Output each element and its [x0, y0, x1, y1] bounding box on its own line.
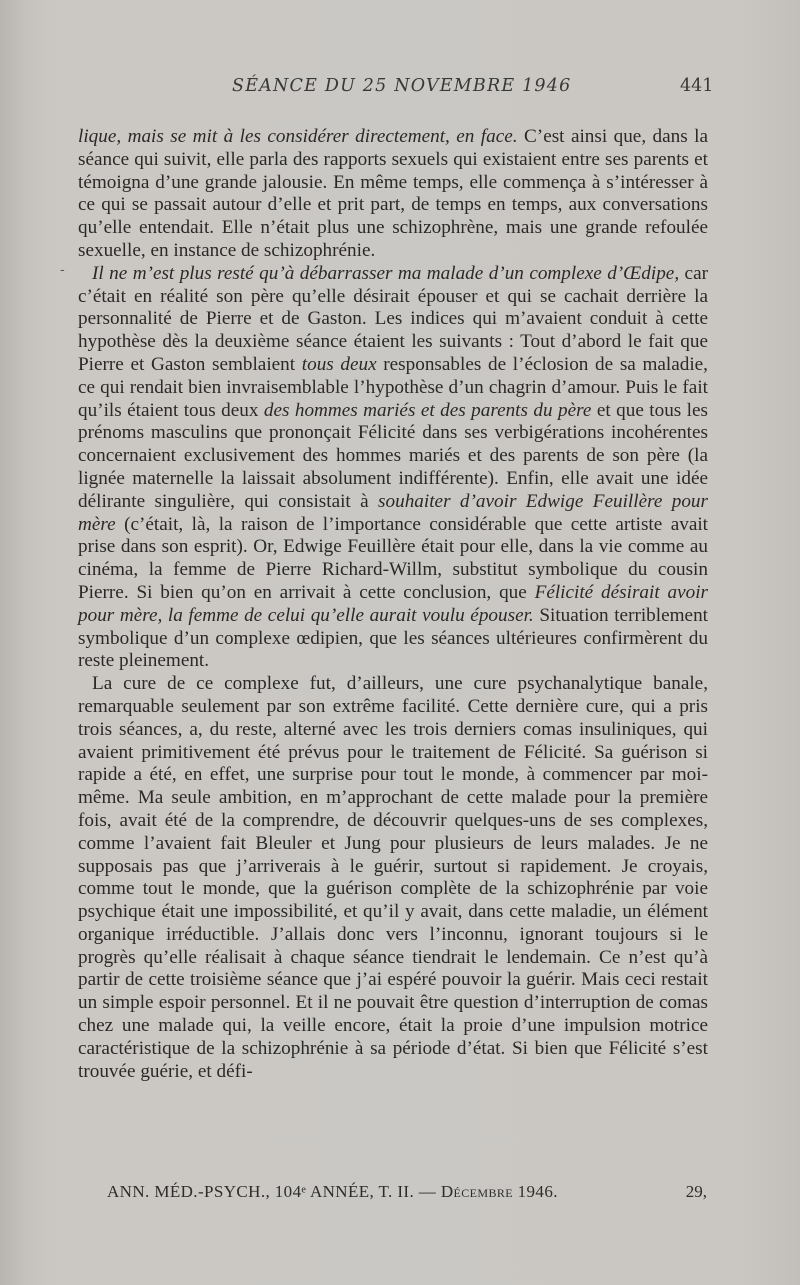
body-text	[78, 126, 708, 1083]
italic-text: souhaiter d’avoir Edwige Feuillère pour mère	[78, 490, 708, 535]
text-segment: car c’était en réalité son père qu’elle désirait épouser et qui se cachait derrière la personnalité de Pierre et de Gaston. Les indices qui m’avaient conduit à cette hypothèse dès la deuxième séance étaient les suivants : Tout d’abord le fait que Pierre et Gaston semblaient	[78, 262, 708, 375]
italic-text: Félicité désirait avoir pour mère, la femme de celui qu’elle aurait voulu épouser.	[78, 581, 708, 626]
text-segment: et que tous les prénoms masculins que prononçait Félicité dans ses verbigérations incohérentes concernaient exclusivement des hommes mariés et des parents de son père (la lignée maternelle la laissait absolument indifférente). Enfin, elle avait une idée délirante singulière, qui consistait à	[78, 399, 708, 512]
paragraph-p1	[78, 126, 708, 263]
page-number: 441	[680, 76, 714, 96]
italic-text: tous deux	[301, 353, 377, 375]
italic-text: lique, mais se mit à les considérer directement, en face.	[78, 126, 518, 147]
journal-citation: ANN. MÉD.-PSYCH., 104ᵉ ANNÉE, T. II. — Décembre 1946.	[107, 1182, 558, 1201]
text-segment: (c’était, là, la raison de l’importance considérable que cette artiste avait prise dans son esprit). Or, Edwige Feuillère était pour elle, dans la vie comme au cinéma, la femme de Pierre Richard-Willm, substitut symbolique du cousin Pierre. Si bien qu’on en arrivait à cette conclusion, que	[78, 513, 708, 603]
text-segment: responsables de l’éclosion de sa maladie, ce qui rendait bien invraisemblable l’hypothèse d’un chagrin d’amour. Puis le fait qu’ils étaient tous deux	[78, 353, 708, 421]
margin-mark: -	[60, 262, 65, 278]
text-segment: Situation terriblement symbolique d’un complexe œdipien, que les séances ultérieures confirmèrent du reste pleinement.	[78, 604, 708, 672]
italic-text: des hommes mariés et des parents du père	[263, 399, 592, 421]
paragraph-p3	[78, 673, 708, 1083]
running-head: SÉANCE DU 25 NOVEMBRE 1946	[232, 76, 572, 96]
paragraph-p2	[78, 263, 708, 673]
text-segment: La cure de ce complexe fut, d’ailleurs, une cure psychanalytique banale, remarquable seulement par son extrême facilité. Cette dernière cure, qui a pris trois séances, a, du reste, alterné avec les trois derniers comas insuliniques, qui avaient primitivement été prévus pour le traitement de Félicité. Sa guérison si rapide a été, en effet, une surprise pour tout le monde, à commencer par moi-même. Ma seule ambition, en m’approchant de cette malade pour la première fois, avait été de la comprendre, de découvrir quelques-uns de ses complexes, comme l’avaient fait Bleuler et Jung pour plusieurs de leurs malades. Je ne supposais pas que j’arriverais à le guérir, surtout si rapidement. Je croyais, comme tout le monde, que la guérison complète de la schizophrénie par voie psychique était une impossibilité, et qu’il y avait, dans cette maladie, un élément organique irréductible. J’allais donc vers l’inconnu, ignorant toujours si le progrès qu’elle réalisait à chaque séance tiendrait le lendemain. Ce n’est qu’à partir de cette troisième séance que j’ai espéré pouvoir la guérir. Mais ceci restait un simple espoir personnel. Et il ne pouvait être question d’interruption de comas chez une malade qui, la veille encore, était la proie d’une impulsion motrice caractéristique de la schizophrénie à sa période d’état. Si bien que Félicité s’est trouvée guérie, et défi-	[78, 673, 708, 1082]
text-segment: C’est ainsi que, dans la séance qui suivit, elle parla des rapports sexuels qui existaient entre ses parents et témoigna d’une grande jalousie. En même temps, elle commença à s’intéresser à ce qui se passait autour d’elle et prit part, de temps en temps, aux conversations qu’elle entendait. Elle n’était plus une schizophrène, mais une grande refoulée sexuelle, en instance de schizophrénie.	[78, 126, 708, 261]
signature-mark: 29,	[685, 1182, 707, 1201]
italic-text: Il ne m’est plus resté qu’à débarrasser ma malade d’un complexe d’Œdipe,	[92, 262, 680, 284]
page-footer	[107, 1182, 707, 1206]
page-header	[0, 76, 800, 104]
